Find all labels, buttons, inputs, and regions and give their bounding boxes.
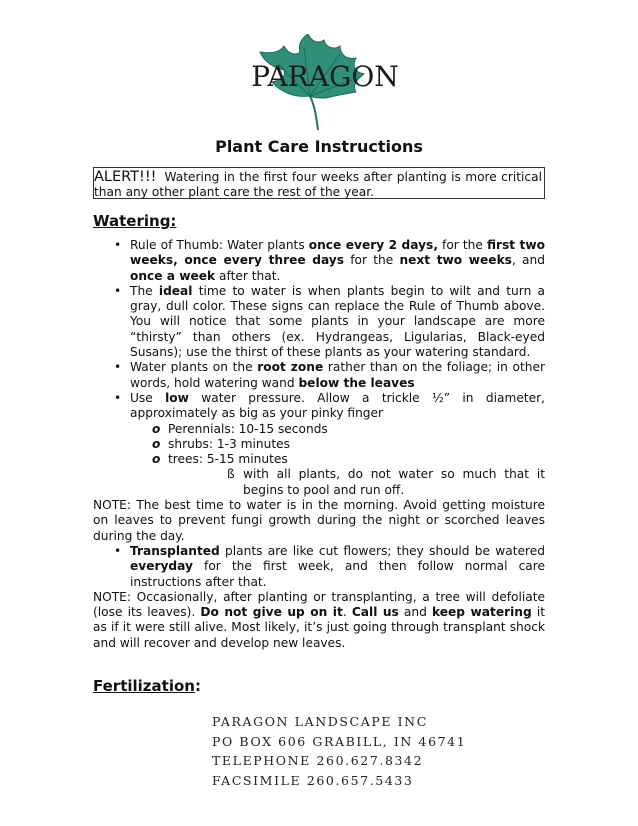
bold-text: low (165, 390, 189, 405)
text: with all plants, do not water so much that it begins to pool and run off. (243, 467, 545, 497)
bold-text: once a week (130, 268, 216, 283)
text: Perennials: 10-15 seconds (168, 421, 328, 436)
transplant-list (93, 544, 545, 590)
text: plants are like cut flowers; they should be watered (219, 543, 545, 558)
list-item (131, 467, 545, 498)
bold-text: below the leaves (298, 375, 415, 390)
address-line: FACSIMILE 260.657.5433 (212, 772, 414, 788)
text: water pressure. Allow a trickle ½” in diameter, approximately as big as your pinky finger (130, 390, 545, 421)
list-item (93, 544, 545, 590)
bold-text: once every 2 days, (308, 238, 438, 252)
text: shrubs: 1-3 minutes (168, 436, 290, 451)
text: Use (130, 390, 166, 405)
list-item (93, 238, 545, 284)
bold-text: first two weeks, once every three days (130, 238, 545, 268)
text: Water plants on the (130, 360, 258, 375)
text: for the (344, 253, 400, 268)
sub-bullet: o (152, 452, 161, 467)
logo-text: PARAGON (251, 60, 399, 93)
text: for the first week, and then follow normal care instructions after that. (130, 559, 545, 589)
address-line: PO BOX 606 GRABILL, IN 46741 (212, 733, 467, 749)
address-line: TELEPHONE 260.627.8342 (212, 753, 424, 769)
alert-box (93, 167, 545, 199)
text: time to water is when plants begin to wilt and turn a gray, dull color. These signs can replace the Rule of Thumb above. You will notice that some plants in your landscape are more “thirsty” than others (ex. Hydrangeas, Ligularias, Black-eyed Susans); use the thirst of these plants as your watering standard. (130, 283, 545, 360)
text: The (130, 283, 159, 298)
list-item (130, 437, 545, 452)
heading-colon: : (194, 677, 201, 695)
list-item (93, 360, 545, 391)
text: and (398, 605, 432, 620)
bold-text: keep watering (432, 605, 532, 620)
list-item (93, 391, 545, 498)
bold-text: Transplanted (130, 543, 220, 558)
list-item (130, 422, 545, 437)
caution-list (168, 467, 545, 498)
text: rather than on the foliage; in other words, hold watering wand (130, 360, 545, 390)
watering-list (93, 238, 545, 498)
text: it as if it were still alive. Most likely, it’s just going through transplant shock and will recover and develop new leaves. (93, 605, 545, 650)
bold-text: next two weeks (399, 253, 512, 268)
bold-text: ideal (158, 283, 193, 298)
bold-text: root zone (257, 360, 324, 375)
fertilization-heading (93, 677, 201, 695)
text: , and (511, 253, 545, 268)
alert-text: Watering in the first four weeks after planting is more critical than any other plant care the rest of the year. (94, 170, 542, 199)
watering-heading: Watering: (93, 212, 177, 230)
page-title: Plant Care Instructions (215, 137, 423, 156)
sub-bullet: o (152, 436, 161, 451)
duration-list (130, 422, 545, 498)
address-line: PARAGON LANDSCAPE INC (212, 714, 428, 729)
note-morning: NOTE: The best time to water is in the morning. Avoid getting moisture on leaves to prevent fungi growth during the night or scorched leaves during the day. (93, 498, 545, 543)
paragon-logo (240, 34, 400, 134)
bold-text: Call us (351, 605, 399, 620)
bold-text: everyday (130, 559, 193, 574)
company-address (212, 712, 467, 790)
text: for the (437, 238, 487, 252)
list-item (93, 284, 545, 360)
alert-label: ALERT!!! (94, 169, 157, 185)
text: Rule of Thumb: Water plants (130, 238, 309, 252)
text: after that. (215, 268, 281, 283)
list-item (130, 452, 545, 498)
bold-text: Do not give up on it (200, 605, 343, 620)
watering-content (93, 238, 545, 651)
text: . (342, 605, 352, 620)
note-defoliate (93, 590, 545, 651)
sub-sub-bullet: ß (227, 467, 235, 482)
text: trees: 5-15 minutes (168, 452, 288, 467)
text: NOTE: Occasionally, after planting or transplanting, a tree will defoliate (lose its leaves). (93, 589, 545, 620)
heading-text: Fertilization (93, 677, 195, 695)
sub-bullet: o (152, 421, 161, 436)
